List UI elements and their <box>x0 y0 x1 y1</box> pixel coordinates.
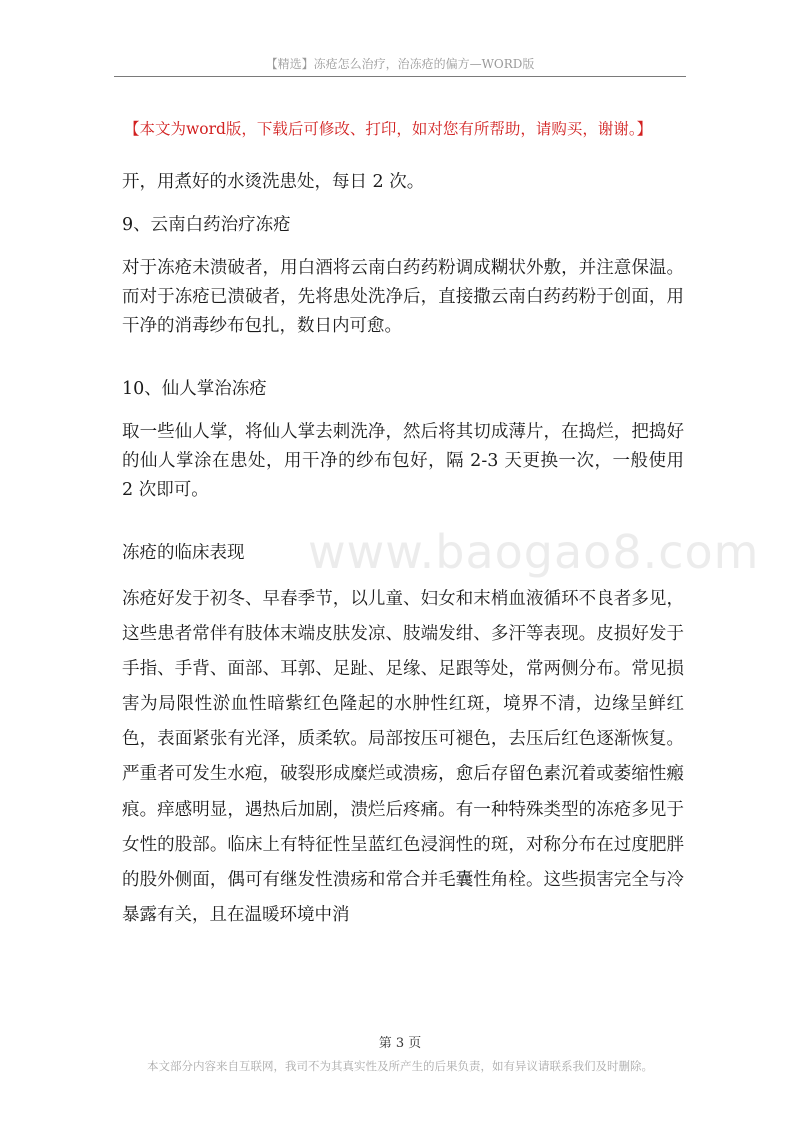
heading-text: 9、云南白药治疗冻疮 <box>122 215 291 235</box>
heading-text: 冻疮的临床表现 <box>122 543 245 563</box>
page-header-title: 【精选】冻疮怎么治疗，治冻疮的偏方—WORD版 <box>265 57 535 71</box>
paragraph: 冻疮好发于初冬、早春季节，以儿童、妇女和末梢血液循环不良者多见，这些患者常伴有肢体末端皮肤发凉、肢端发绀、多汗等表现。皮损好发于手指、手背、面部、耳郭、足趾、足缘、足跟等处，常两侧分布。常见损害为局限性淤血性暗紫红色隆起的水肿性红斑，境界不清，边缘呈鲜红色，表面紧张有光泽，质柔软。局部按压可褪色，去压后红色逐渐恢复。严重者可发生水疱，破裂形成糜烂或溃疡，愈后存留色素沉着或萎缩性瘢痕。痒感明显，遇热后加剧，溃烂后疼痛。有一种特殊类型的冻疮多见于女性的股部。临床上有特征性呈蓝红色浸润性的斑，对称分布在过度肥胖的股外侧面，偶可有继发性溃疡和常合并毛囊性角栓。这些损害完全与冷暴露有关，且在温暖环境中消 <box>122 589 684 925</box>
clinical-heading <box>122 539 684 568</box>
section-10-body <box>122 418 684 505</box>
section-9-body <box>122 254 684 341</box>
header-divider <box>114 76 686 77</box>
section-9-heading <box>122 211 684 240</box>
page-number: 第 3 页 <box>378 1036 422 1051</box>
section-10-heading <box>122 375 684 404</box>
watermark-text: www.baogao8.com <box>308 525 760 579</box>
paragraph: 取一些仙人掌，将仙人掌去刺洗净，然后将其切成薄片，在捣烂，把捣好的仙人掌涂在患处，用干净的纱布包好，隔 2-3 天更换一次，一般使用 2 次即可。 <box>122 422 684 500</box>
intro-line <box>122 168 684 197</box>
page-footer-disclaimer: 本文部分内容来自互联网，我司不为其真实性及所产生的后果负责，如有异议请联系我们及时删除。 <box>147 1059 653 1073</box>
paragraph: 对于冻疮未溃破者，用白酒将云南白药药粉调成糊状外敷，并注意保温。而对于冻疮已溃破者，先将患处洗净后，直接撒云南白药药粉于创面，用干净的消毒纱布包扎，数日内可愈。 <box>122 258 684 336</box>
heading-text: 10、仙人掌治冻疮 <box>122 379 267 399</box>
copyright-notice: 【本文为word版，下载后可修改、打印，如对您有所帮助，请购买，谢谢。】 <box>124 120 653 138</box>
paragraph: 开，用煮好的水烫洗患处，每日 2 次。 <box>122 172 425 192</box>
clinical-body <box>122 582 684 933</box>
